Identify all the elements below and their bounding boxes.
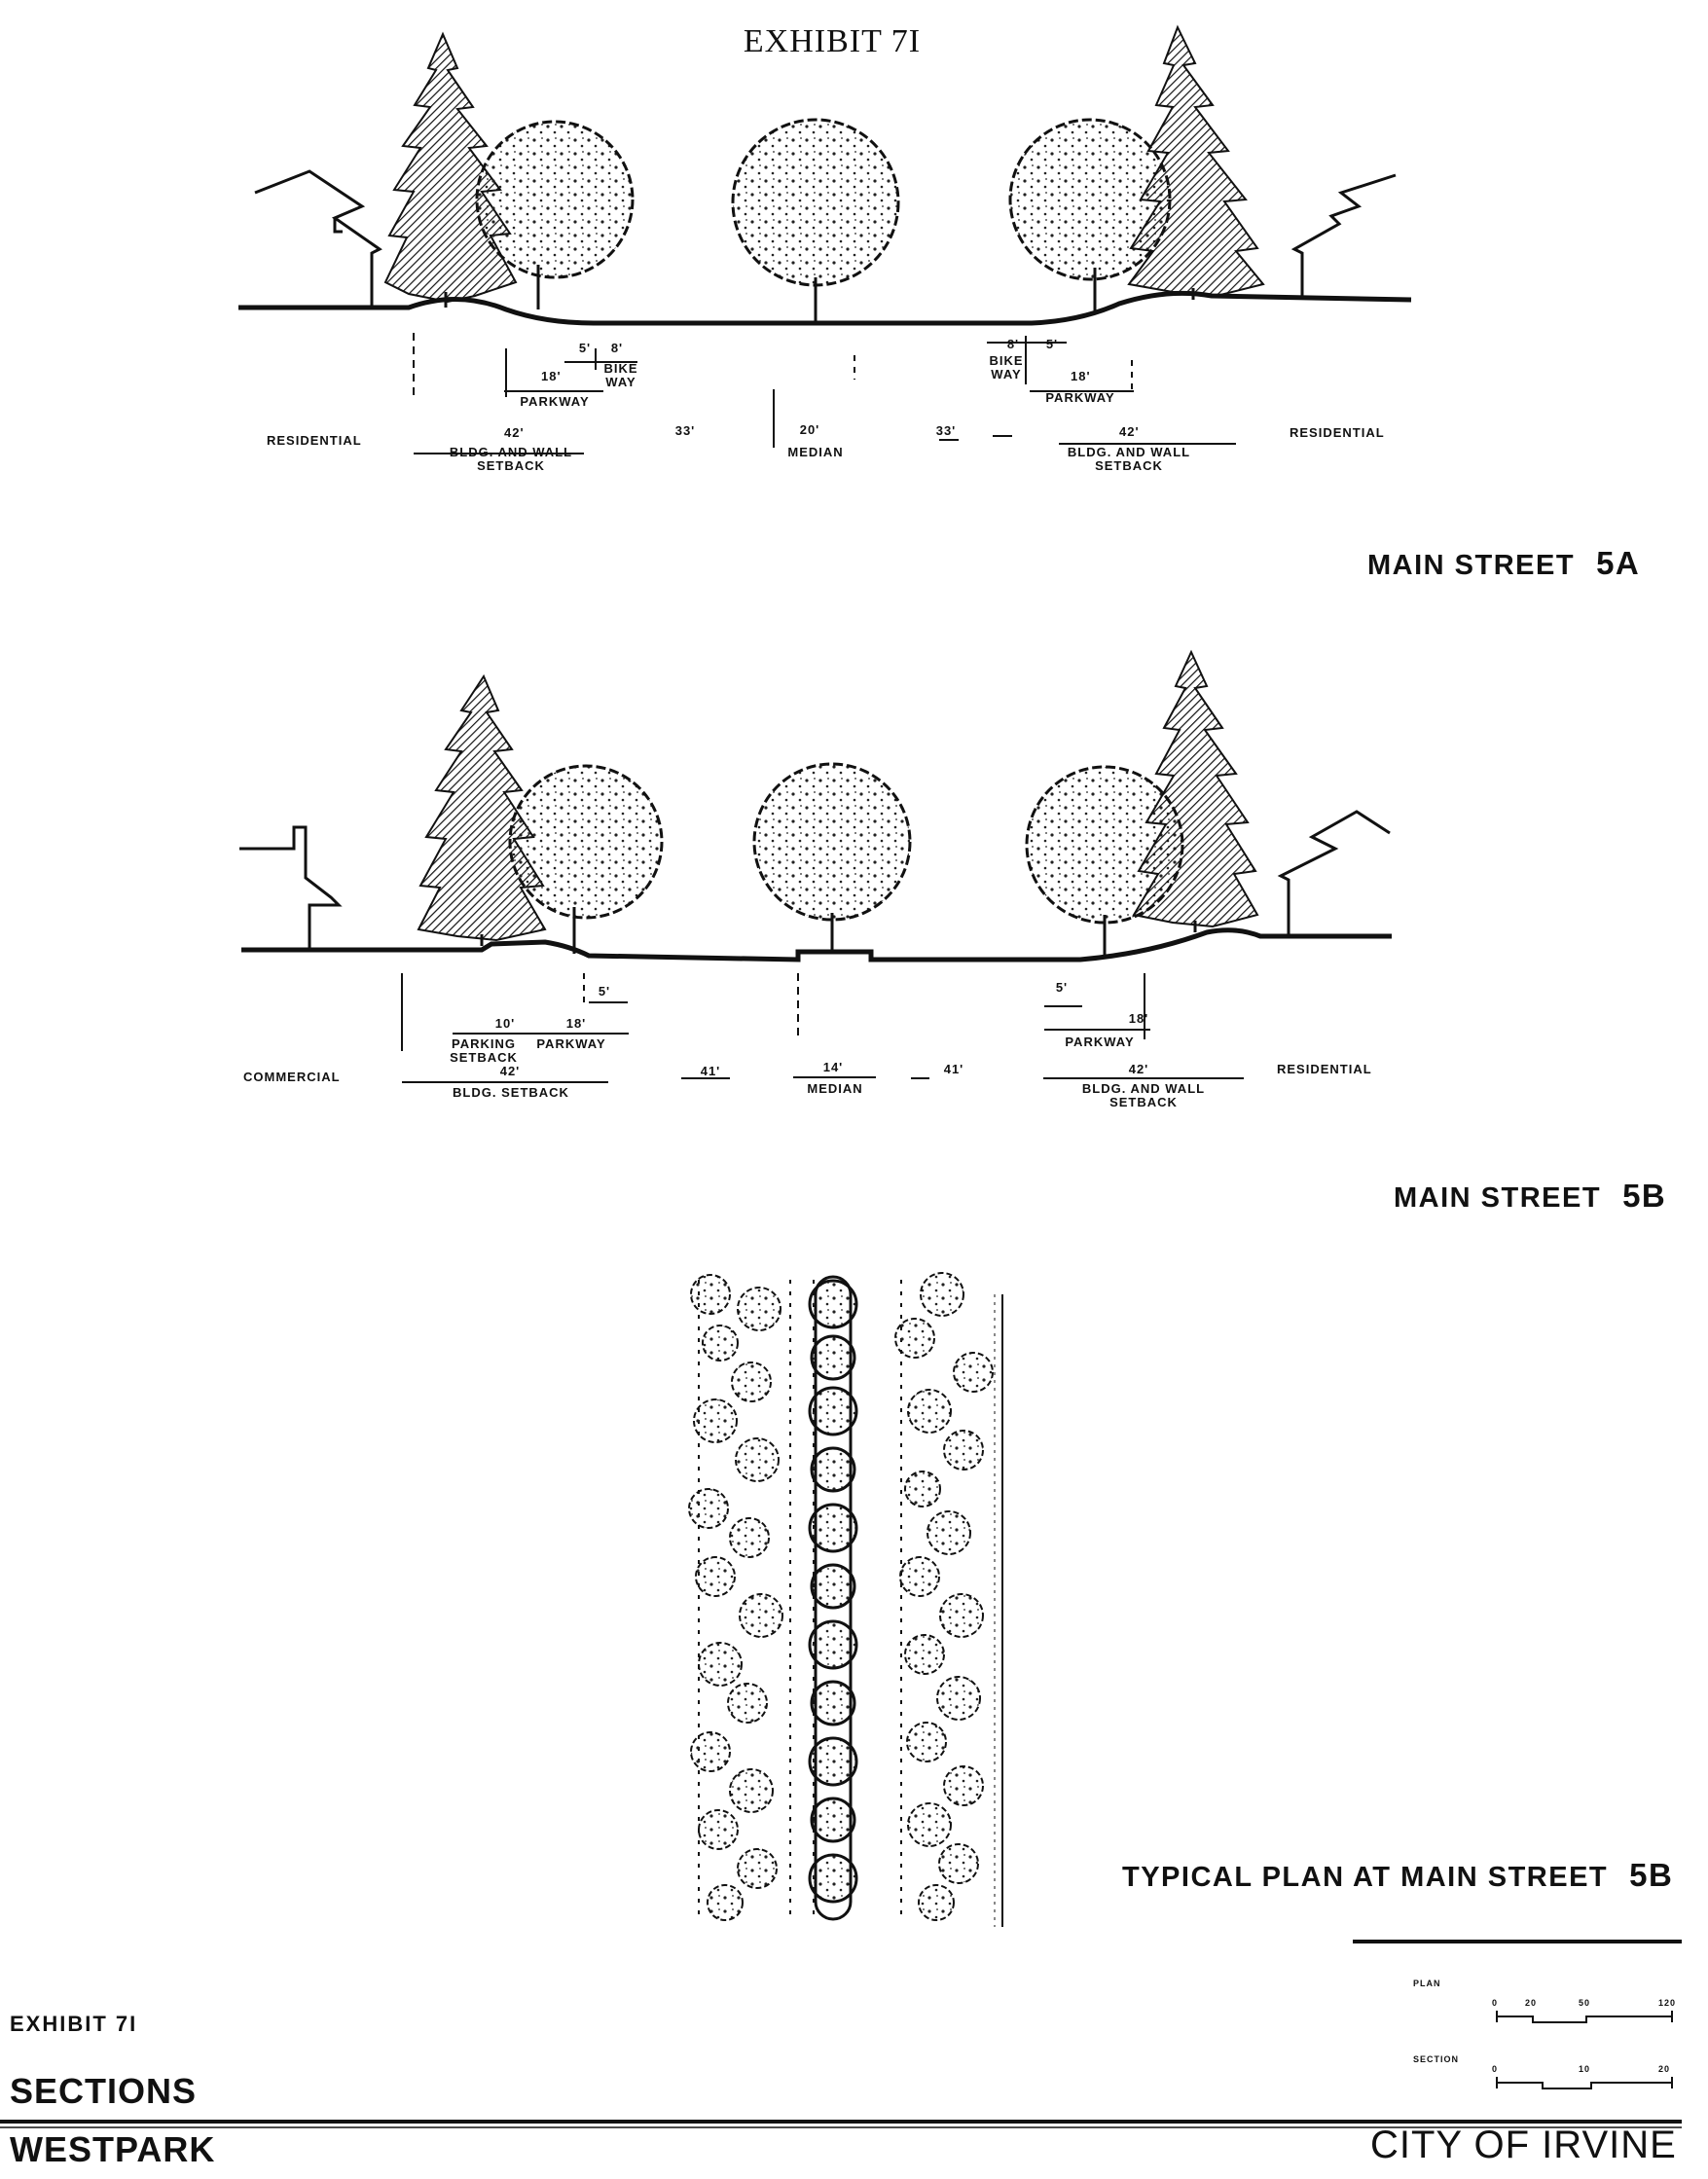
label-left-bikeway-5a: BIKE WAY [603,361,638,389]
plan-scale-bar [1497,2011,1672,2022]
dim-left-bike-5a: 8' [610,341,624,355]
dim-median-5a: 20' [799,422,820,437]
dim-left-setback-5a: 42' [504,425,525,440]
section-5b-drawing [239,652,1392,1082]
label-left-setback-5a: BLDG. AND WALL SETBACK [449,445,573,473]
commercial-building-5b [239,827,339,950]
ground-line-5b [241,930,1392,960]
scale-section-tick-0: 0 [1492,2064,1499,2074]
caption-typical-plan [1122,1857,1673,1894]
title-block-city: CITY OF IRVINE [1370,2124,1677,2166]
label-residential-right-5b: RESIDENTIAL [1277,1062,1372,1076]
median-tree-5a [733,120,898,323]
dim-left-parkway-5a: 18' [541,369,562,383]
label-commercial-5b: COMMERCIAL [243,1070,341,1084]
dim-median-5b: 14' [822,1060,844,1074]
title-block-sections: SECTIONS [10,2071,198,2111]
scale-plan-tick-1: 20 [1525,1998,1538,2008]
caption-text-5a: MAIN STREET [1367,550,1576,581]
label-residential-right-5a: RESIDENTIAL [1290,425,1385,440]
house-right-5a [1294,175,1396,298]
dim-left-road-5a: 33' [674,423,696,438]
dim-left-walk-5b: 5' [598,984,611,999]
dim-right-walk-5b: 5' [1055,980,1069,995]
median-tree-row [810,1277,856,1919]
dim-left-parkway-5b: 18' [565,1016,587,1031]
scale-section-label: SECTION [1413,2054,1460,2064]
section-scale-bar [1497,2077,1672,2088]
dim-left-setback-5b: 42' [499,1064,521,1078]
dim-right-road-5a: 33' [935,423,957,438]
label-right-parkway-5b: PARKWAY [1065,1035,1135,1049]
label-left-parkway-5b: PARKWAY [536,1036,606,1051]
median-tree-5b [754,764,910,954]
label-left-setback-5b: BLDG. SETBACK [453,1085,569,1100]
dim-left-road-5b: 41' [700,1064,721,1078]
caption-text-plan: TYPICAL PLAN AT MAIN STREET [1122,1862,1609,1893]
label-right-setback-5b: BLDG. AND WALL SETBACK [1081,1081,1206,1109]
label-median-5b: MEDIAN [807,1081,863,1096]
house-right-5b [1281,812,1390,936]
caption-main-street-5a [1367,545,1640,582]
title-block-exhibit: EXHIBIT 7I [10,2012,138,2036]
dim-right-setback-5b: 42' [1128,1062,1149,1076]
ground-line-5a [238,293,1411,323]
scale-plan-tick-2: 50 [1579,1998,1591,2008]
page-title: EXHIBIT 7I [743,23,922,59]
label-residential-left-5a: RESIDENTIAL [267,433,362,448]
scale-section-tick-1: 10 [1579,2064,1591,2074]
caption-text-5b: MAIN STREET [1394,1182,1602,1214]
scale-plan-tick-0: 0 [1492,1998,1499,2008]
caption-num-5a: 5A [1596,545,1641,581]
label-left-parkway-5a: PARKWAY [520,394,590,409]
plan-view-5b [689,1273,1002,1927]
dim-right-parkway-5b: 18' [1128,1011,1149,1026]
dim-right-setback-5a: 42' [1119,424,1140,439]
scale-section-tick-2: 20 [1658,2064,1671,2074]
label-parking-setback-5b: PARKING SETBACK [450,1036,518,1065]
dim-parking-5b: 10' [494,1016,516,1031]
right-parkway-tree-row [895,1273,993,1920]
label-median-5a: MEDIAN [787,445,844,459]
section-5a-drawing [238,27,1411,454]
dim-right-road-5b: 41' [943,1062,964,1076]
title-block-project: WESTPARK [10,2129,216,2169]
left-parkway-tree-row [689,1275,782,1920]
label-right-parkway-5a: PARKWAY [1045,390,1115,405]
label-right-setback-5a: BLDG. AND WALL SETBACK [1067,445,1191,473]
scale-plan-tick-3: 120 [1658,1998,1677,2008]
caption-num-5b: 5B [1622,1178,1667,1214]
caption-main-street-5b [1394,1178,1666,1215]
dim-right-bike-5a: 8' [1006,337,1020,351]
dim-right-parkway-5a: 18' [1071,369,1091,383]
dim-left-walk-5a: 5' [578,341,592,355]
dim-right-walk-5a: 5' [1045,337,1059,351]
house-left-5a [255,171,380,306]
label-right-bikeway-5a: BIKE WAY [989,353,1024,381]
caption-num-plan: 5B [1629,1857,1674,1893]
scale-plan-label: PLAN [1413,1979,1441,1988]
